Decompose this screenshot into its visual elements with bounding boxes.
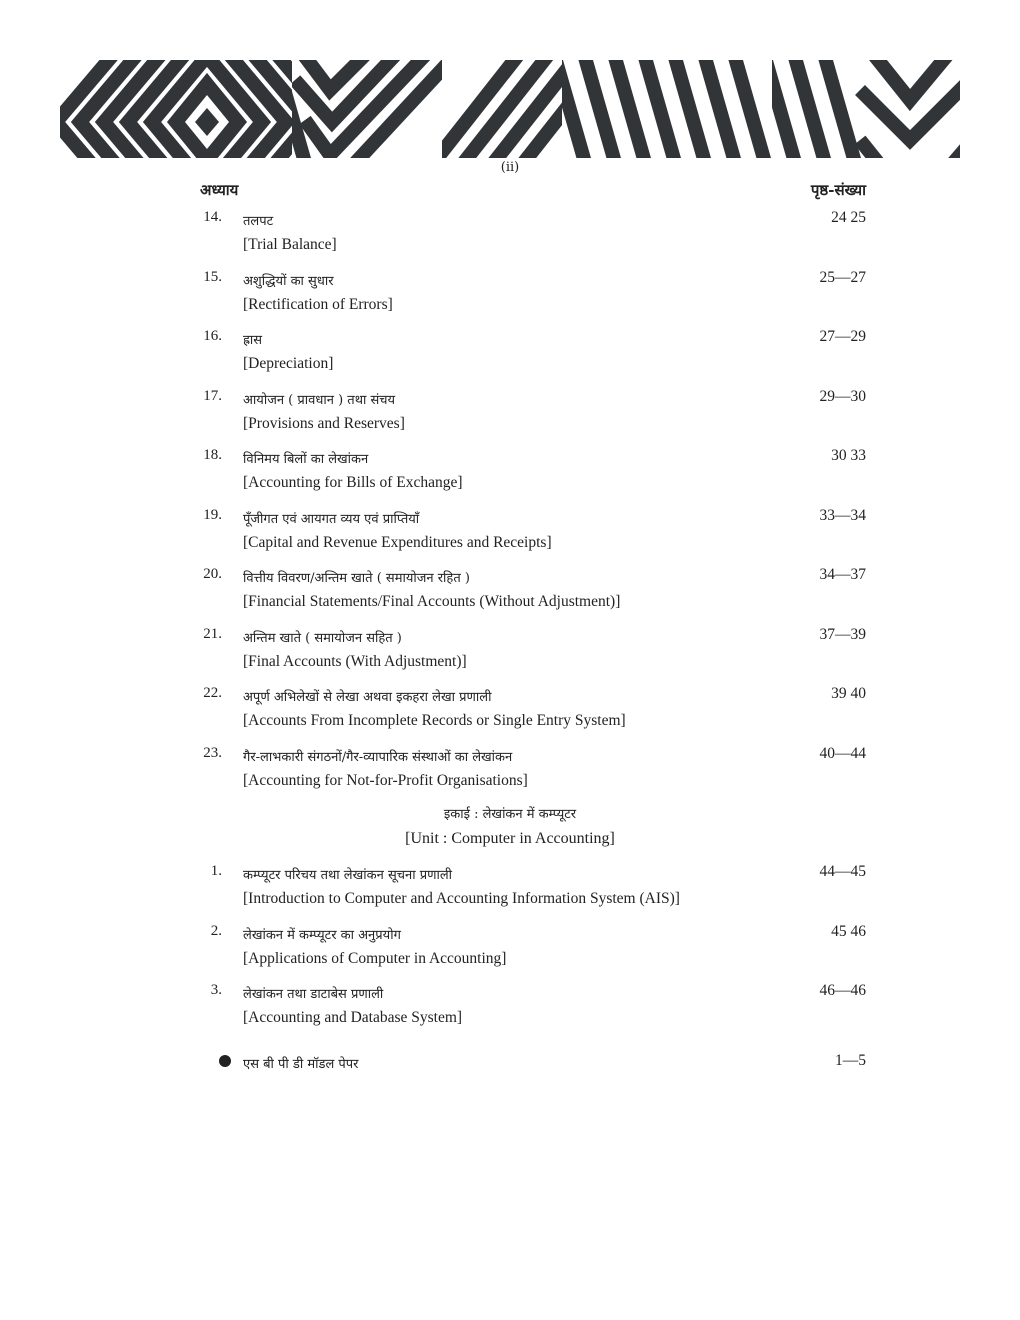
page-range: 25—27 xyxy=(819,268,866,286)
chapter-title-hindi: लेखांकन तथा डाटाबेस प्रणाली xyxy=(243,987,384,1002)
toc-entry xyxy=(190,566,866,622)
page-column-header: पृष्ठ-संख्या xyxy=(810,181,866,199)
page-range: 34—37 xyxy=(819,566,866,583)
chapter-title-hindi: अशुद्धियों का सुधार xyxy=(243,273,334,289)
page-range: 44—45 xyxy=(819,863,866,880)
toc-entry xyxy=(190,388,866,444)
chapter-title-english: [Accounting for Not-for-Profit Organisations] xyxy=(243,771,528,789)
unit-heading-hindi: इकाई : लेखांकन में कम्प्यूटर xyxy=(443,807,577,822)
chapter-title-hindi: वित्तीय विवरण/अन्तिम खाते ( समायोजन रहित ) xyxy=(243,571,470,586)
page-range: 46—46 xyxy=(819,982,866,999)
toc-entry xyxy=(190,982,866,1038)
bullet-icon xyxy=(219,1055,231,1067)
chapter-title-english: [Depreciation] xyxy=(243,355,334,372)
chapter-number: 3. xyxy=(210,982,222,998)
chapter-title-english: [Capital and Revenue Expenditures and Receipts] xyxy=(243,533,552,551)
chapter-number: 14. xyxy=(203,209,222,225)
toc-entry xyxy=(190,745,866,801)
toc-entry xyxy=(190,626,866,682)
chapter-title-hindi: तलपट xyxy=(243,214,274,229)
toc-entry xyxy=(190,507,866,563)
model-paper-pages: 1—5 xyxy=(835,1052,866,1069)
page-range: 40—44 xyxy=(819,744,866,762)
page-range: 39 40 xyxy=(831,685,866,702)
chapter-title-hindi: गैर-लाभकारी संगठनों/गैर-व्यापारिक संस्थाओं का लेखांकन xyxy=(243,749,513,765)
chapter-title-hindi: ह्रास xyxy=(243,333,263,348)
chapter-number: 18. xyxy=(203,447,222,463)
toc-entry xyxy=(190,269,866,325)
page-range: 33—34 xyxy=(819,506,866,524)
chapter-title-hindi: विनिमय बिलों का लेखांकन xyxy=(243,452,369,467)
toc-entry xyxy=(190,447,866,503)
chapter-column-header: अध्याय xyxy=(200,181,239,199)
decorative-banner xyxy=(60,60,960,158)
chapter-title-english: [Trial Balance] xyxy=(243,236,337,253)
toc-entry xyxy=(190,923,866,979)
chapter-title-english: [Accounting for Bills of Exchange] xyxy=(243,474,463,491)
chapter-number: 17. xyxy=(203,387,222,404)
page-range: 37—39 xyxy=(819,625,866,643)
chapter-number: 22. xyxy=(203,685,222,701)
chapter-number: 19. xyxy=(203,506,222,523)
chapter-title-hindi: पूँजीगत एवं आयगत व्यय एवं प्राप्तियाँ xyxy=(243,511,420,527)
page-range: 30 33 xyxy=(831,447,866,464)
chapter-number: 2. xyxy=(210,922,222,939)
chapter-number: 23. xyxy=(203,744,222,761)
chapter-title-english: [Provisions and Reserves] xyxy=(243,414,405,432)
chapter-title-hindi: कम्प्यूटर परिचय तथा लेखांकन सूचना प्रणाली xyxy=(243,868,453,883)
chapter-number: 1. xyxy=(210,863,222,879)
page-range: 24 25 xyxy=(831,209,866,226)
chapter-title-english: [Accounts From Incomplete Records or Single Entry System] xyxy=(243,712,626,729)
chapter-title-english: [Introduction to Computer and Accounting Information System (AIS)] xyxy=(243,890,680,907)
chapter-title-english: [Applications of Computer in Accounting] xyxy=(243,949,507,967)
chapter-title-hindi: लेखांकन में कम्प्यूटर का अनुप्रयोग xyxy=(243,927,401,943)
toc-entry xyxy=(190,863,866,919)
chapter-title-english: [Financial Statements/Final Accounts (Without Adjustment)] xyxy=(243,593,621,610)
chapter-title-hindi: अन्तिम खाते ( समायोजन सहित ) xyxy=(243,630,402,646)
chapter-title-english: [Final Accounts (With Adjustment)] xyxy=(243,652,467,670)
unit-heading-english: [Unit : Computer in Accounting] xyxy=(405,830,615,847)
chapter-number: 16. xyxy=(203,328,222,344)
chapter-title-hindi: आयोजन ( प्रावधान ) तथा संचय xyxy=(243,392,396,408)
page-number: (ii) xyxy=(500,160,520,175)
page-range: 29—30 xyxy=(819,387,866,405)
chapter-number: 21. xyxy=(203,625,222,642)
page-range: 45 46 xyxy=(831,922,866,940)
chapter-title-english: [Rectification of Errors] xyxy=(243,295,393,313)
chapter-number: 20. xyxy=(203,566,222,582)
chapter-title-hindi: अपूर्ण अभिलेखों से लेखा अथवा इकहरा लेखा प्रणाली xyxy=(243,690,492,705)
chapter-number: 15. xyxy=(203,268,222,285)
toc-entry xyxy=(190,328,866,384)
toc-entry xyxy=(190,209,866,265)
page-range: 27—29 xyxy=(819,328,866,345)
model-paper-label: एस बी पी डी मॉडल पेपर xyxy=(243,1057,359,1072)
chapter-title-english: [Accounting and Database System] xyxy=(243,1009,463,1026)
toc-entry xyxy=(190,685,866,741)
